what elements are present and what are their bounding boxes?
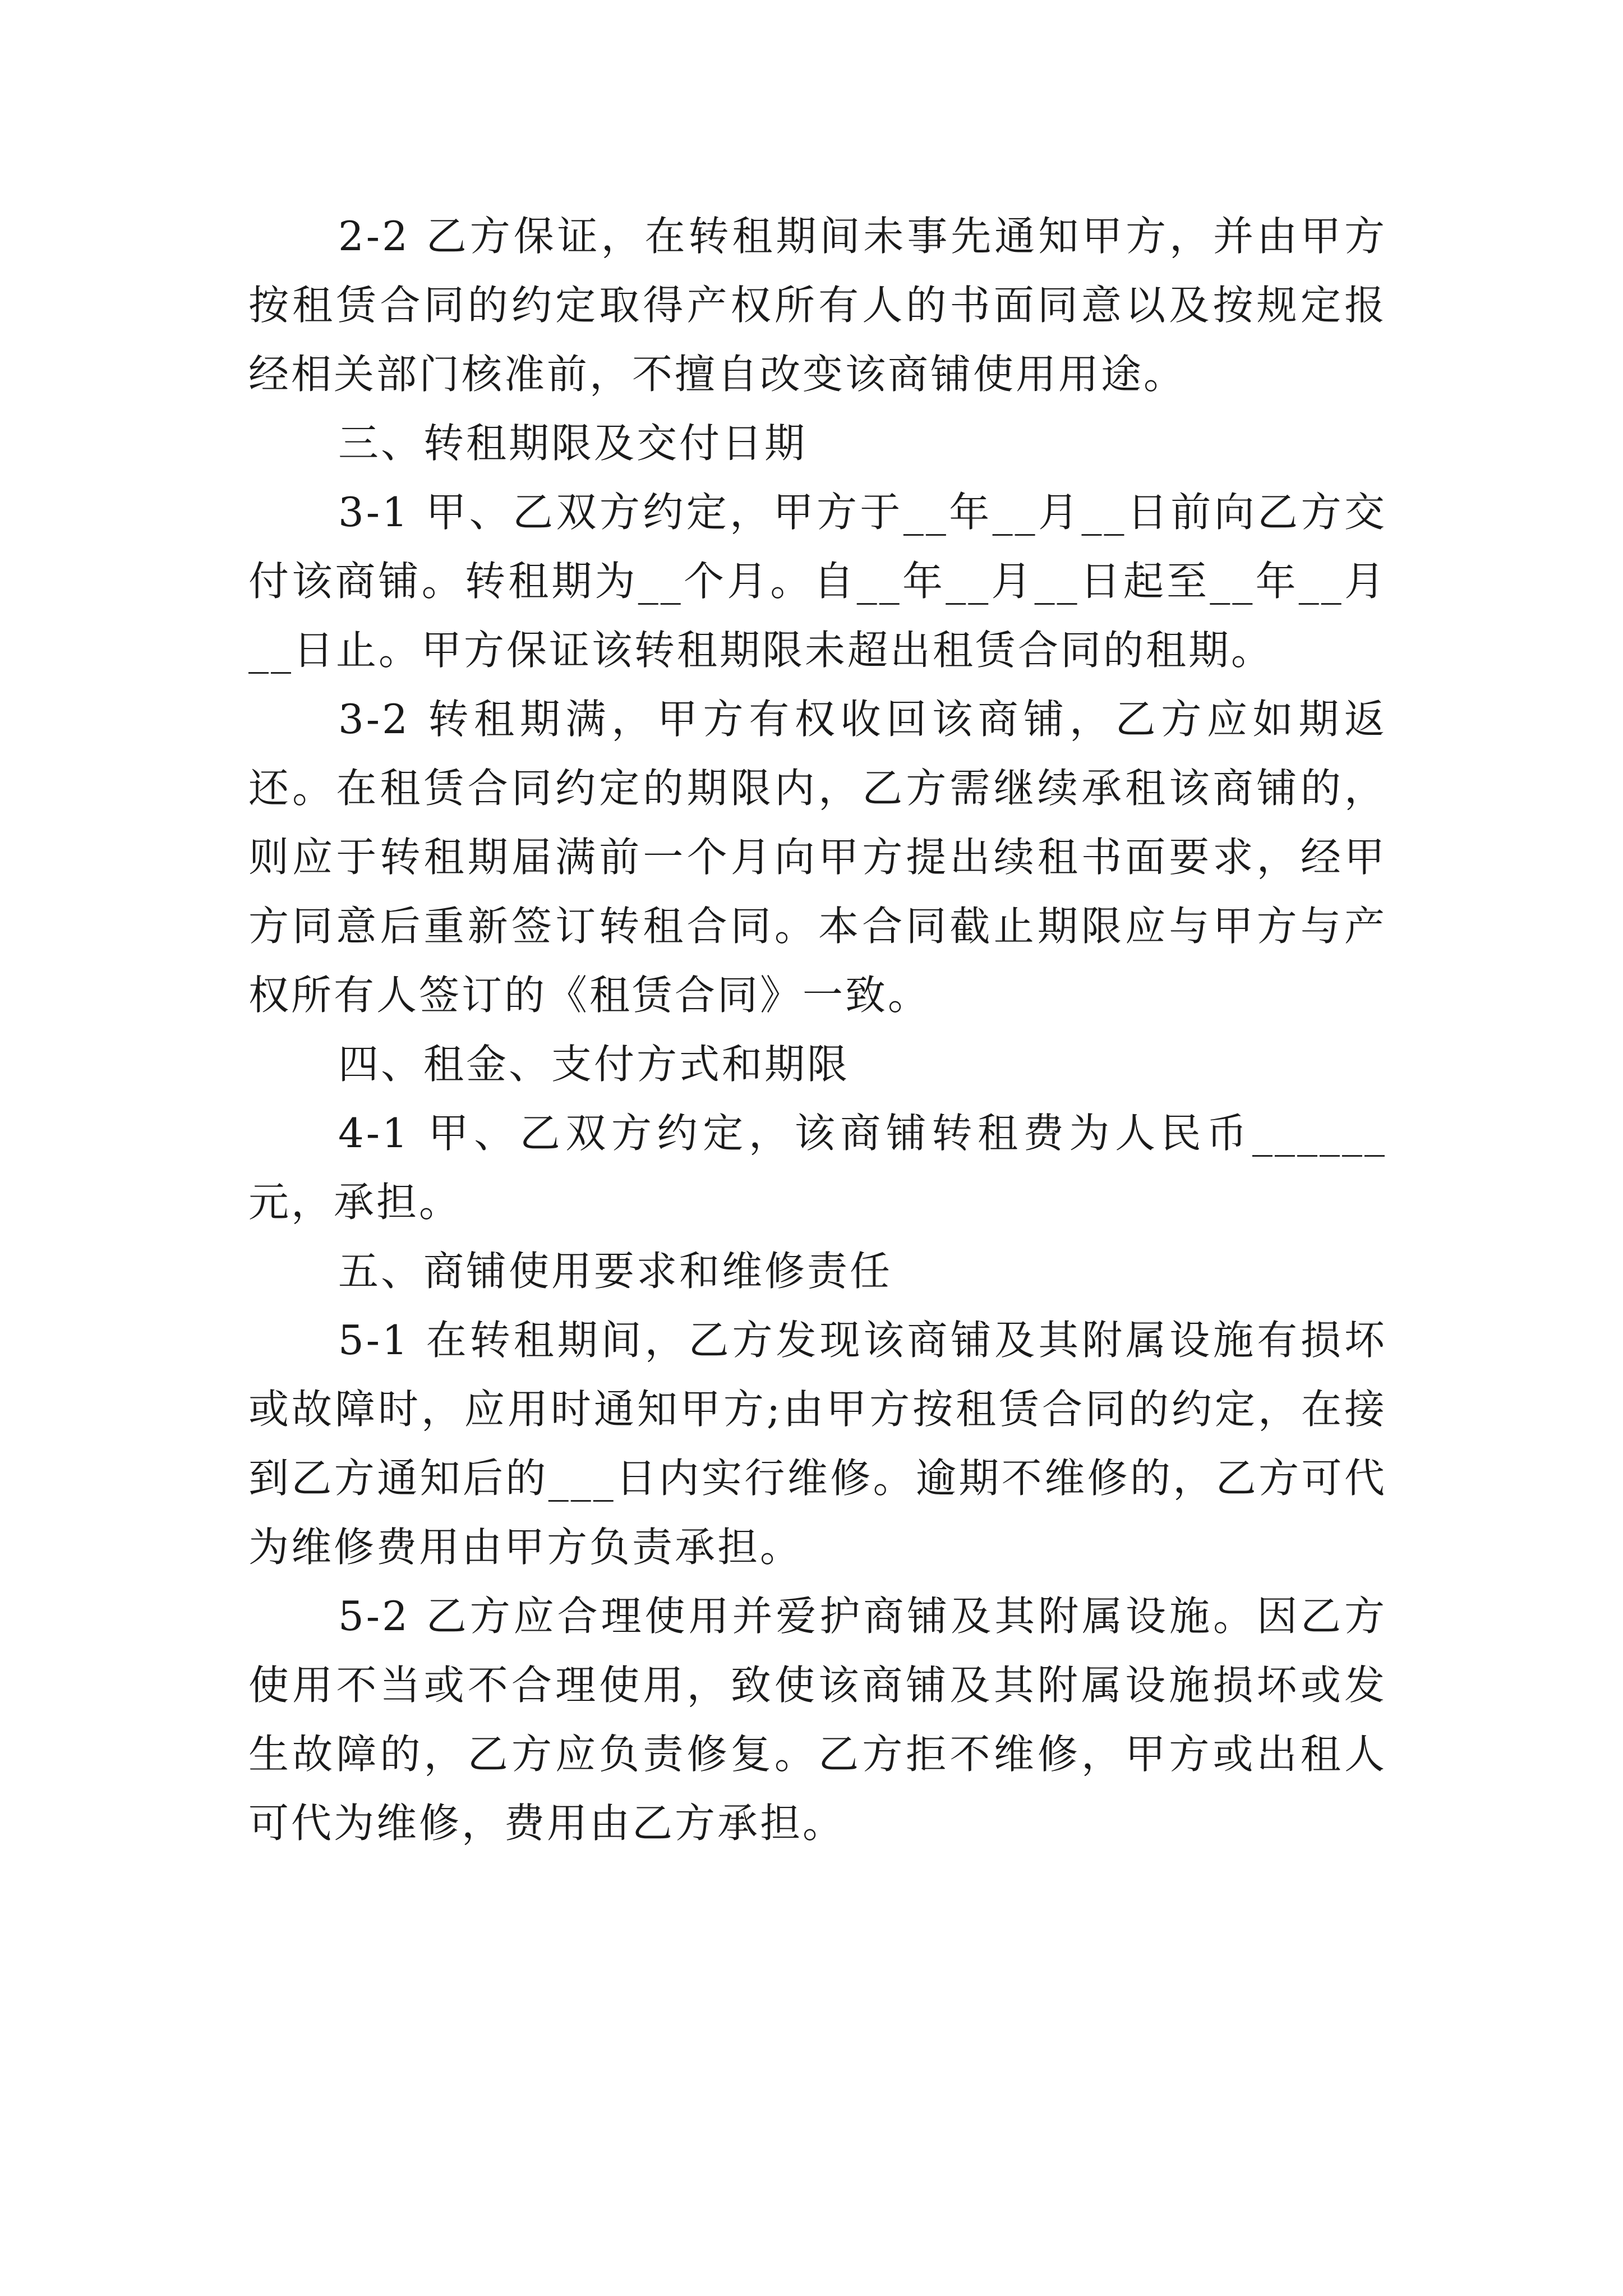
clause-3-1: 3-1 甲、乙双方约定，甲方于__年__月__日前向乙方交付该商铺。转租期为__个月。自__年__月__日起至__年__月__日止。甲方保证该转租期限未超出租赁合同的租期。 [248,489,1387,674]
section-heading-4: 四、租金、支付方式和期限 [338,1041,850,1088]
section-heading-3: 三、转租期限及交付日期 [338,420,808,467]
clause-4-1: 4-1 甲、乙双方约定，该商铺转租费为人民币______元，承担。 [248,1110,1387,1226]
clause-5-2: 5-2 乙方应合理使用并爱护商铺及其附属设施。因乙方使用不当或不合理使用，致使该商铺及其附属设施损坏或发生故障的，乙方应负责修复。乙方拒不维修，甲方或出租人可代为维修，费用由乙方承担。 [248,1593,1387,1847]
clause-3-2: 3-2 转租期满，甲方有权收回该商铺，乙方应如期返还。在租赁合同约定的期限内，乙方需继续承租该商铺的，则应于转租期届满前一个月向甲方提出续租书面要求，经甲方同意后重新签订转租合同。本合同截止期限应与甲方与产权所有人签订的《租赁合同》一致。 [248,696,1387,1019]
document-body [248,202,1387,1858]
section-heading-5: 五、商铺使用要求和维修责任 [338,1248,893,1295]
clause-2-2: 2-2 乙方保证，在转租期间未事先通知甲方，并由甲方按租赁合同的约定取得产权所有人的书面同意以及按规定报经相关部门核准前，不擅自改变该商铺使用用途。 [248,213,1387,398]
clause-5-1: 5-1 在转租期间，乙方发现该商铺及其附属设施有损坏或故障时，应用时通知甲方;由甲方按租赁合同的约定，在接到乙方通知后的___日内实行维修。逾期不维修的，乙方可代为维修费用由甲方负责承担。 [248,1317,1387,1571]
